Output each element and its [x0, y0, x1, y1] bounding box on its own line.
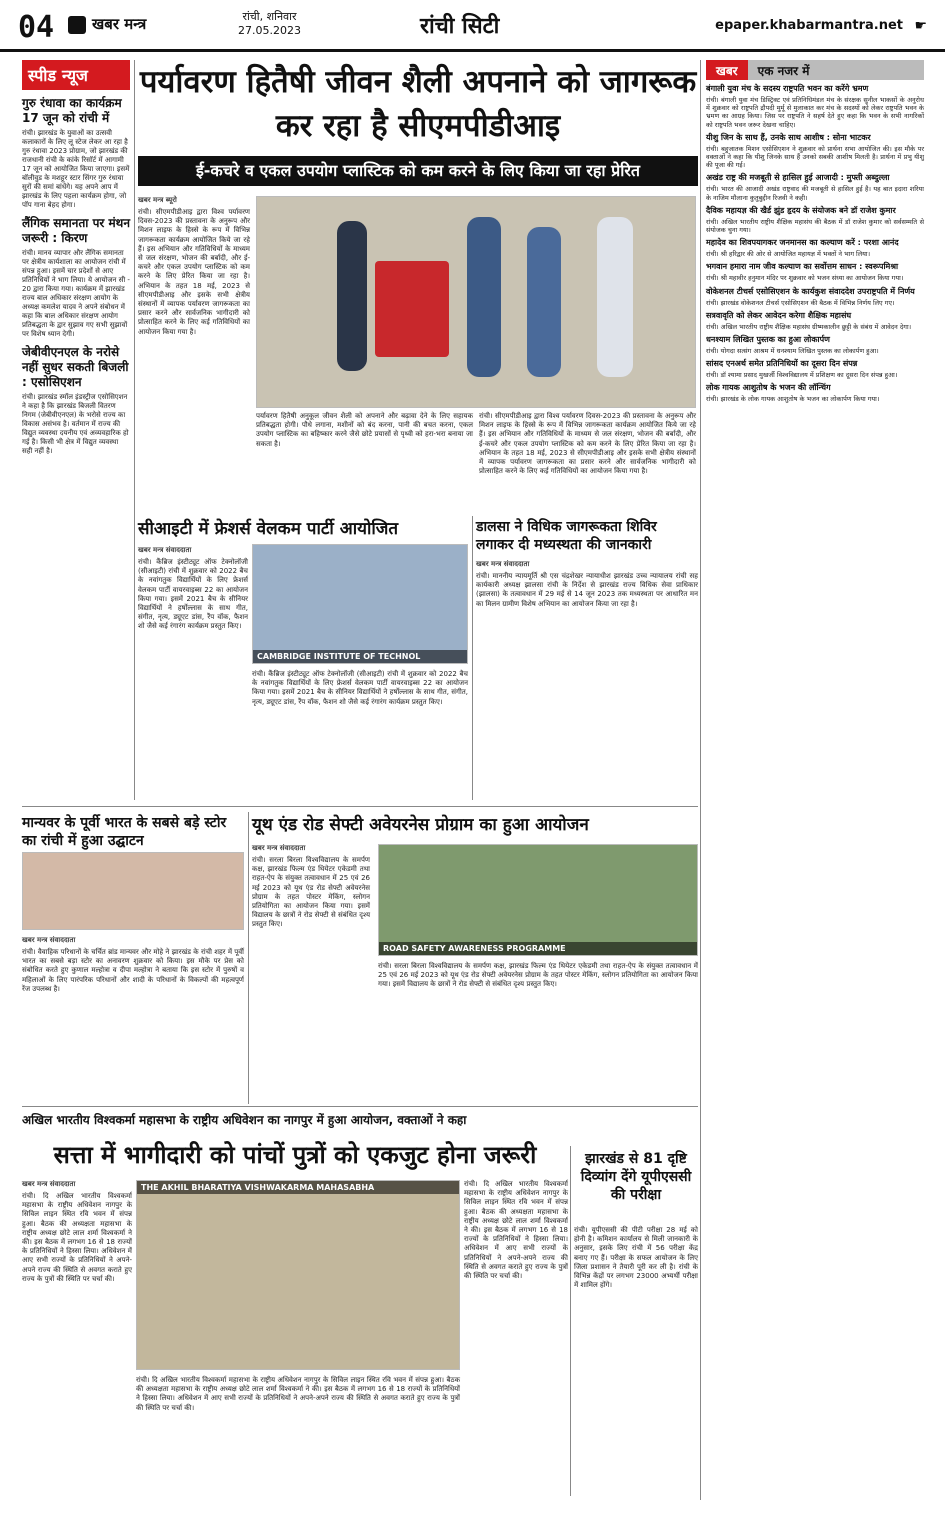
column-divider: [472, 516, 473, 800]
dalsa-headline[interactable]: डालसा ने विधिक जागरूकता शिविर लगाकर दी मध्यस्थता की जानकारी: [476, 519, 657, 553]
ek-nazar-header: [706, 60, 924, 80]
cit-text: [138, 546, 248, 792]
vishwakarma-body-col3: रांची। दि अखिल भारतीय विश्वकर्मा महासभा के राष्ट्रीय अधिवेशन नागपुर के सिविल लाइन स्थित रवि भवन में संपन्न हुआ। बैठक की अध्यक्षता महासभा के राष्ट्रीय अध्यक्ष छोटे लाल शर्मा विश्वकर्मा ने की। इस बैठक में लगभग 16 से 18 राज्यों के प्रतिनिधियों ने हिस्सा लिया। अधिवेशन में आए सभी राज्यों के प्रतिनिधियों ने अपने-अपने राज्य की स्थिति से अवगत कराते हुए राज्य के पुत्रों की स्थिति पर चर्चा की।: [464, 1180, 568, 1281]
dalsa-text: [476, 560, 698, 792]
ek-nazar-headline: अखंड राष्ट्र की मजबूती से हासिल हुई आजादी : मुफ्ती अब्दुल्ला: [706, 173, 890, 183]
speed-news-tag: [22, 60, 130, 90]
youth-byline: खबर मन्त्र संवाददाता: [252, 844, 306, 852]
ek-nazar-headline: धनश्याम लिखित पुस्तक का हुआ लोकार्पण: [706, 335, 830, 345]
cit-photo: [252, 544, 468, 664]
dalsa-byline: खबर मन्त्र संवाददाता: [476, 560, 530, 568]
news-tag-label: न्यूज: [62, 66, 88, 85]
youth-body: रांची। सरला बिरला विश्वविद्यालय के समर्पण कक्ष, झारखंड फिल्म एंड थियेटर एकेडमी तथा राहत-ऐप के संयुक्त तत्वावधान में 25 एवं 26 मई 2023 को यूथ एंड रोड सेफ्टी अवेयरनेस प्रोग्राम के तहत पोस्टर मेकिंग, स्लोगन प्रतियोगिता का आयोजन किया गया। इसमें विद्यालय के छात्रों ने रोड सेफ्टी से संबंधित दृश्य प्रस्तुत किए।: [252, 856, 370, 929]
dateline-place: रांची, शनिवार: [242, 10, 297, 23]
speed-news-item[interactable]: [22, 216, 130, 339]
ek-nazar-body: रांची। झारखंड वोकेशनल टीचर्स एसोसिएशन की बैठक में विभिन्न निर्णय लिए गए।: [706, 298, 895, 307]
manyavar-byline: खबर मन्त्र संवाददाता: [22, 936, 76, 944]
youth-photo: [378, 844, 698, 956]
manyavar-text: [22, 936, 244, 1104]
upsc-body: रांची। यूपीएससी की पीटी परीक्षा 28 मई को होनी है। कमिशन कार्यालय से मिली जानकारी के अनुसार, इसके लिए रांची में 56 परीक्षा केंद्र बनाए गए हैं। परीक्षा के सफल आयोजन के लिए जिला प्रशासन ने तैयारी पूरी कर ली है। रांची के विभिन्न केंद्रों पर लगभग 23000 अभ्यर्थी परीक्षा में शामिल होंगे।: [574, 1226, 698, 1290]
pointer-hand-icon: ☛: [914, 18, 927, 34]
column-divider: [570, 1146, 571, 1496]
youth-headline[interactable]: यूथ एंड रोड सेफ्टी अवेयरनेस प्रोग्राम का हुआ आयोजन: [252, 815, 589, 835]
ek-nazar-headline: महादेव का शिवपयागकर जनमानस का कल्याण करें : परशा आनंद: [706, 238, 899, 248]
ek-nazar-column: [706, 60, 924, 1500]
ek-nazar-item[interactable]: [706, 311, 924, 331]
speed-news-headline: जेबीवीएनएल के नरोसे नहीं सुधर सकती बिजली : एसोसिएशन: [22, 345, 129, 389]
cit-byline: खबर मन्त्र संवाददाता: [138, 546, 192, 554]
ek-nazar-item[interactable]: [706, 133, 924, 170]
ek-nazar-headline: सांसद एनअर्थ समेत प्रतिनिधियों का दूसरा दिन संपन्न: [706, 359, 858, 369]
youth-photo-banner: ROAD SAFETY AWARENESS PROGRAMME: [379, 942, 697, 955]
person-figure: [467, 217, 501, 377]
ek-nazar-item[interactable]: [706, 206, 924, 234]
page-header: [0, 0, 945, 52]
brand-name: खबर मन्त्र: [92, 15, 147, 33]
ek-nazar-body: रांची। बहुजातक मिशन एसोसिएशन ने शुक्रवार को प्रार्थना सभा आयोजित की। इस मौके पर वक्ताओं ने कहा कि यीशु जिनके साथ हैं उनको सबकी आशीष मिलती है। प्रार्थना में प्रभु यीशु की पूजा की गई।: [706, 144, 924, 170]
cit-body-cont: रांची। कैंब्रिज इंस्टीट्यूट ऑफ टेक्नोलॉजी (सीआइटी) रांची में शुक्रवार को 2022 बैच के नवांगतुक विद्यार्थियों के लिए फ्रेशर्स वेलकम पार्टी वायरवाइब्स 22 का आयोजन किया गया। इसमें 2021 बैच के सीनियर विद्यार्थियों ने हर्षोल्लास के साथ गीत, संगीत, नृत्य, ड्यूएट डांस, रैंप वॉक, फैशन शो जैसे कई रंगारंग कार्यक्रम प्रस्तुत किए।: [252, 670, 468, 706]
ek-nazar-item[interactable]: [706, 262, 924, 282]
epaper-link[interactable]: epaper.khabarmantra.net: [715, 18, 903, 33]
e-waste-bin-shape: [375, 261, 449, 357]
upsc-headline[interactable]: झारखंड से 81 दृष्टि दिव्यांग देंगे यूपीएससी की परीक्षा: [580, 1151, 692, 1203]
ek-nazar-body: रांची। भारत की आजादी अखंड राष्ट्रवाद की मजबूती से हासिल हुई है। यह बात इदारा शरिया के नाजिम मौलाना कुतुबुद्दीन रिजवी ने कही।: [706, 185, 924, 202]
ek-nazar-headline: वोकेशनल टीचर्स एसोसिएशन के कार्यकुश संवाददेश उपराष्ट्रपति में निर्णय: [706, 286, 915, 296]
ek-nazar-item[interactable]: [706, 238, 924, 258]
ek-nazar-headline: बंगाली युवा मंच के सदस्य राष्ट्रपति भवन का करेंगे भ्रमण: [706, 84, 869, 93]
ek-nazar-body: रांची। अखिल भारतीय राष्ट्रीय शैक्षिक महासंघ ग्रीष्मकालीन छुट्टी के संबंध में आवेदन देगा।: [706, 322, 912, 331]
ek-nazar-headline: दैविक महायज्ञ की खैर्ड झुंड हृदय के संयोजक बने डॉ राजेश कुमार: [706, 205, 896, 215]
vishwakarma-byline: खबर मन्त्र संवाददाता: [22, 1180, 76, 1188]
vishwakarma-photo: [136, 1180, 460, 1370]
page-number: 04: [18, 10, 55, 45]
speed-news-body: रांची। मानव व्यापार और लैंगिक समानता पर क्षेत्रीय कार्यशाला का आयोजन रांची में संपन्न हुआ। इसमें चार प्रदेशों से आए प्रतिनिधियों ने भाग लिया। ये आयोजन सी - 20 द्वारा किया गया। कार्यक्रम में झारखंड राज्य बाल अधिकार संरक्षण आयोग के अध्यक्ष कमलेश यादव ने अपने संबोधन में कहा कि बाल अधिकार संरक्षण आयोग प्रतिबद्धता के द्वार सुझाव गए सभी सुझावों पर विशेष ध्यान देगी।: [22, 249, 130, 338]
lead-byline: खबर मन्त्र ब्यूरो: [138, 196, 177, 204]
speed-news-item[interactable]: [22, 96, 130, 210]
lead-body-cont2: रांची। सीएमपीडीआइ द्वारा विश्व पर्यावरण दिवस-2023 की प्रस्तावना के अनुरूप और मिशन लाइफ के हिस्से के रूप में विभिन्न जागरूकता कार्यक्रम आयोजित किये जा रहे हैं। इस अभियान और गतिविधियों के माध्यम से जल संरक्षण, भोजन की बर्बादी, और ई-कचरे और एकल उपयोग प्लास्टिक को कम करने के लिए प्रेरित किया जा रहा है। अभियान के तहत 18 मई, 2023 से सीएमपीडीआइ और इसके सभी क्षेत्रीय संस्थानों में व्यापक पर्यावरण जागरूकता का प्रसार करने और सार्वजनिक भागीदारी को प्रोत्साहित करने के लिए कई गतिविधियों का आयोजन किया गया है।: [479, 412, 696, 476]
ek-nazar-headline: भगवान हमारा नाम जीव कल्याण का सर्वोत्तम साधन : स्वरूपमिश्रा: [706, 262, 899, 272]
ek-nazar-title: एक नजर में: [748, 60, 924, 80]
youth-text: [252, 844, 370, 1104]
ek-nazar-headline: सत्रवावृति को लेकर आवेदन करेगा शैक्षिक महासंघ: [706, 310, 852, 320]
manyavar-body: रांची। वैवाहिक परिधानों के चर्चित ब्रांड मान्यवर और मोहे ने झारखंड के रांची शहर में पूर्वी भारत का सबसे बड़ा स्टोर का अनावरण शुक्रवार को किया। इस मौके पर प्रेस को संबोधित करते हुए कुणाल मल्होत्रा व दीपा मल्होत्रा ने बताया कि इस स्टोर में पुरुषों व महिलाओं के लिए पारंपरिक परिधानों और शादी के परिधानों के विकल्पों की महत्वपूर्ण रेंज उपलब्ध है।: [22, 948, 244, 993]
lead-text-col1: [138, 196, 250, 512]
section-divider: [22, 1106, 698, 1107]
lead-subhead: ई-कचरे व एकल उपयोग प्लास्टिक को कम करने के लिए किया जा रहा प्रेरित: [138, 156, 698, 186]
ek-nazar-body: रांची। श्री महावीर हनुमान मंदिर पर शुक्रवार को भजन संध्या का आयोजन किया गया।: [706, 274, 904, 283]
manyavar-headline[interactable]: मान्यवर के पूर्वी भारत के सबसे बड़े स्टोर का रांची में हुआ उद्घाटन: [22, 815, 227, 849]
speed-tag-label: स्पीड: [28, 66, 57, 85]
lead-body-cont: पर्यावरण हितैषी अनुकूल जीवन शैली को अपनाने और बढ़ावा देने के लिए सहायक प्रतिबद्धता होगी। पौधे लगाना, मशीनों को बंद करना, पानी की बचत करना, एकल उपयोग प्लास्टिक का बहिष्कार करने जैसे छोटे प्रयासों से पृथ्वी को हरा-भरा बनाया जा सकता है।: [256, 412, 473, 448]
ek-nazar-item[interactable]: [706, 335, 924, 355]
ek-nazar-body: रांची। योगदा सत्संग आश्रम में धनश्याम लिखित पुस्तक का लोकार्पण हुआ।: [706, 347, 879, 356]
ek-nazar-item[interactable]: [706, 359, 924, 379]
speed-news-headline: गुरु रंधावा का कार्यक्रम 17 जून को रांची में: [22, 96, 122, 125]
ek-nazar-body: रांची। अखिल भारतीय राष्ट्रीय शैक्षिक महासंघ की बैठक में डॉ राजेश कुमार को सर्वसम्मति से संयोजक चुना गया।: [706, 217, 924, 235]
manyavar-photo: [22, 852, 244, 930]
vishwakarma-body-cont: रांची। दि अखिल भारतीय विश्वकर्मा महासभा के राष्ट्रीय अधिवेशन नागपुर के सिविल लाइन स्थित रवि भवन में संपन्न हुआ। बैठक की अध्यक्षता महासभा के राष्ट्रीय अध्यक्ष छोटे लाल शर्मा विश्वकर्मा ने की। इस बैठक में लगभग 16 से 18 राज्यों के प्रतिनिधियों ने हिस्सा लिया। अधिवेशन में आए सभी राज्यों के प्रतिनिधियों ने अपने-अपने राज्य की स्थिति से अवगत कराते हुए राज्य के पुत्रों की स्थिति पर चर्चा की।: [136, 1376, 460, 1412]
dateline: [238, 10, 301, 38]
cit-body: रांची। कैंब्रिज इंस्टीट्यूट ऑफ टेक्नोलॉजी (सीआइटी) रांची में शुक्रवार को 2022 बैच के नवांगतुक विद्यार्थियों के लिए फ्रेशर्स वेलकम पार्टी वायरवाइब्स 22 का आयोजन किया गया। इसमें 2021 बैच के सीनियर विद्यार्थियों ने हर्षोल्लास के साथ गीत, संगीत, नृत्य, ड्यूएट डांस, रैंप वॉक, फैशन शो जैसे कई रंगारंग कार्यक्रम प्रस्तुत किए।: [138, 558, 248, 631]
person-figure: [527, 227, 561, 377]
section-title: रांची सिटी: [420, 14, 500, 39]
speed-news-column: [22, 60, 130, 800]
ek-nazar-headline: यीशु जिन के साथ हैं, उनके साथ आशीष : सोना भाटकर: [706, 132, 871, 142]
lead-headline[interactable]: पर्यावरण हितैषी जीवन शैली अपनाने को जागरूक कर रहा है सीएमपीडीआइ: [139, 64, 697, 144]
speed-news-headline: लैंगिक समानता पर मंथन जरूरी : किरण: [22, 216, 130, 245]
ek-nazar-body: रांची। श्री हरिद्वार की ओर से आयोजित महायज्ञ में भक्तों ने भाग लिया।: [706, 250, 871, 259]
vishwakarma-kicker: अखिल भारतीय विश्वकर्मा महासभा के राष्ट्रीय अधिवेशन का नागपुर में हुआ आयोजन, वक्ताओं ने कहा: [22, 1113, 467, 1127]
speed-news-item[interactable]: [22, 345, 130, 456]
column-divider: [700, 60, 701, 1500]
ek-nazar-item[interactable]: [706, 84, 924, 129]
person-figure: [597, 217, 633, 377]
column-divider: [134, 60, 135, 800]
speed-news-body: रांची। झारखंड के युवाओं का उत्सवी कलाकारों के लिए लू स्टेज लेकर आ रहा है गुरु रंधावा 2023 प्रोग्राम, जो झारखंड की राजधानी रांची के कांके रिसॉर्ट में आगामी 17 जून को आयोजित किया जाएगा। इसमें बॉलीवुड के मशहूर स्टार सिंगर गुरु रंधावा सुरों की समां बांधेंगे। यह अपने आप में झारखंड के लिए पहला कार्यक्रम होगा, जो पॉप गाना बेहद होगा।: [22, 129, 130, 209]
lead-text-cols: [256, 412, 696, 512]
ek-nazar-item[interactable]: [706, 383, 924, 403]
speed-news-body: रांची। झारखंड स्मॉल इंडस्ट्रीज एसोसिएशन ने कहा है कि झारखंड बिजली वितरण निगम (जेबीवीएनएल) के भरोसे राज्य का विकास असंभव है। वर्तमान में राज्य की विद्युत व्यवस्था दयनीय एवं अव्यवहारिक हो गई है। किसी भी क्षेत्र में विद्युत व्यवस्था सही नहीं है।: [22, 393, 129, 455]
ek-nazar-body: रांची। झारखंड के लोक गायक आशुतोष के भजन का लोकार्पण किया गया।: [706, 395, 880, 404]
vishwakarma-headline[interactable]: सत्ता में भागीदारी को पांचों पुत्रों को एकजुट होना जरूरी: [53, 1141, 537, 1169]
dateline-date: 27.05.2023: [238, 24, 301, 37]
ek-nazar-headline: लोक गायक आशुतोष के भजन की लॉन्चिंग: [706, 383, 831, 393]
brand-logo-icon: [68, 16, 86, 34]
ek-nazar-body: रांची। बंगाली युवा मंच डिस्ट्रिक्ट एवं प्रतिनिधिमंडल मंच के संरक्षक सुनील भाकसों के अनुरोध में शुक्रवार को राष्ट्रपति द्रौपदी मुर्मू से मुलाकात कर मंच के सदस्यों को लेकर राष्ट्रपति भवन के भ्रमण का आग्रह किया। जिस पर राष्ट्रपति ने सहर्ष देते हुए कहा कि भवन के सभी नागरिकों को राष्ट्रपति भवन जरूर देखना चाहिए।: [706, 96, 924, 129]
lead-photo: [256, 196, 696, 408]
vishwakarma-text: [22, 1180, 132, 1496]
column-divider: [248, 812, 249, 1104]
ek-nazar-item[interactable]: [706, 287, 924, 307]
cit-photo-banner: CAMBRIDGE INSTITUTE OF TECHNOL: [253, 650, 467, 663]
vishwakarma-body: रांची। दि अखिल भारतीय विश्वकर्मा महासभा के राष्ट्रीय अधिवेशन नागपुर के सिविल लाइन स्थित रवि भवन में संपन्न हुआ। बैठक की अध्यक्षता महासभा के राष्ट्रीय अध्यक्ष छोटे लाल शर्मा विश्वकर्मा ने की। इस बैठक में लगभग 16 से 18 राज्यों के प्रतिनिधियों ने हिस्सा लिया। अधिवेशन में आए सभी राज्यों के प्रतिनिधियों ने अपने-अपने राज्य की स्थिति से अवगत कराते हुए राज्य के पुत्रों की स्थिति पर चर्चा की।: [22, 1192, 132, 1283]
vishwakarma-photo-banner: THE AKHIL BHARATIYA VISHWAKARMA MAHASABHA: [137, 1181, 459, 1194]
dalsa-body: रांची। माननीय न्यायमूर्ति श्री एस चंद्रशेखर न्यायाधीश झारखंड उच्च न्यायालय रांची सह कार्यकारी अध्यक्ष झालसा रांची के निर्देश से झारखंड राज्य विधिक सेवा प्राधिकार (झालसा) के तत्वावधान में 29 मई से 14 जून 2023 तक मध्यस्थता पर आधारित मन का मिलन ग्रामीण विशेष अभियान का आयोजन किया जा रहा है।: [476, 572, 698, 608]
person-figure: [337, 221, 367, 371]
lead-body: रांची। सीएमपीडीआइ द्वारा विश्व पर्यावरण दिवस-2023 की प्रस्तावना के अनुरूप और मिशन लाइफ के हिस्से के रूप में विभिन्न जागरूकता कार्यक्रम आयोजित किये जा रहे हैं। इस अभियान और गतिविधियों के माध्यम से जल संरक्षण, भोजन की बर्बादी, और ई-कचरे और एकल उपयोग प्लास्टिक को कम करने के लिए प्रेरित किया जा रहा है। अभियान के तहत 18 मई, 2023 से सीएमपीडीआइ और इसके सभी क्षेत्रीय संस्थानों में व्यापक पर्यावरण जागरूकता का प्रसार करने और सार्वजनिक भागीदारी को प्रोत्साहित करने के लिए कई गतिविधियों का आयोजन किया गया है।: [138, 208, 250, 336]
ek-nazar-item[interactable]: [706, 173, 924, 201]
section-divider: [22, 806, 698, 807]
cit-headline[interactable]: सीआइटी में फ्रेशर्स वेलकम पार्टी आयोजित: [138, 519, 399, 539]
youth-body-cont: रांची। सरला बिरला विश्वविद्यालय के समर्पण कक्ष, झारखंड फिल्म एंड थियेटर एकेडमी तथा राहत-ऐप के संयुक्त तत्वावधान में 25 एवं 26 मई 2023 को यूथ एंड रोड सेफ्टी अवेयरनेस प्रोग्राम के तहत पोस्टर मेकिंग, स्लोगन प्रतियोगिता का आयोजन किया गया। इसमें विद्यालय के छात्रों ने रोड सेफ्टी से संबंधित दृश्य प्रस्तुत किए।: [378, 962, 698, 989]
ek-nazar-tag: खबर: [706, 60, 748, 80]
ek-nazar-body: रांची। डॉ श्यामा प्रसाद मुखर्जी विश्वविद्यालय में प्रशिक्षण का दूसरा दिन संपन्न हुआ।: [706, 371, 898, 380]
